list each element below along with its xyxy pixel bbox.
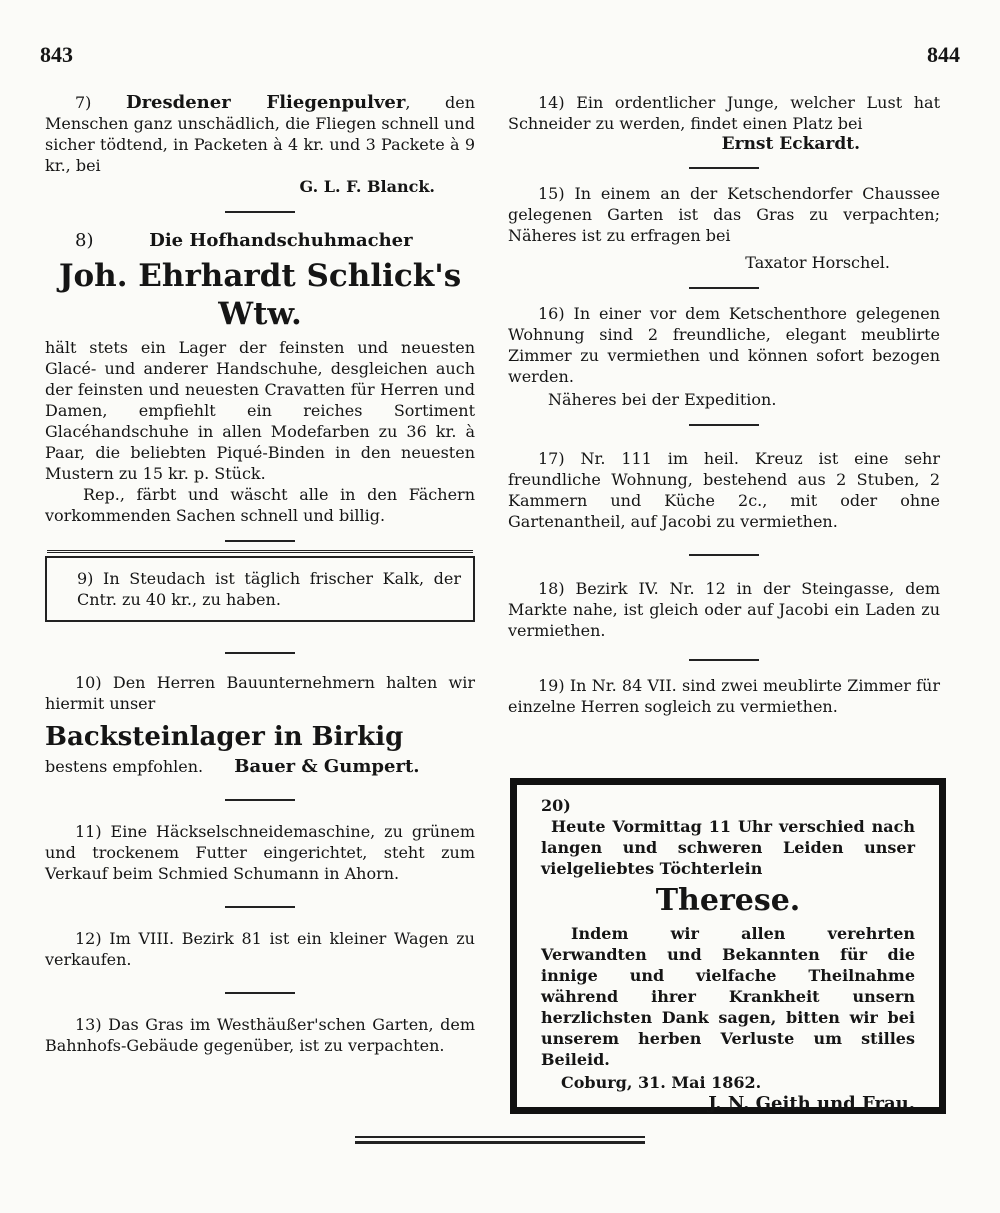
ad-11 [45, 821, 475, 884]
ad-15 [508, 183, 940, 273]
ad-number: 10) [75, 673, 102, 692]
ad-number: 17) [538, 449, 565, 468]
separator [689, 554, 759, 556]
ad-heading: Die Hofhandschuhmacher [149, 230, 413, 251]
ad-number: 19) [538, 676, 565, 695]
signature: Bauer & Gumpert. [234, 756, 420, 777]
separator [689, 424, 759, 426]
ad-text: Ein ordentlicher Junge, welcher Lust hat Schneider zu werden, findet einen Platz bei [508, 93, 940, 133]
separator [225, 540, 295, 542]
separator [689, 167, 759, 169]
left-column [45, 92, 475, 1056]
separator [689, 287, 759, 289]
page-number-right: 844 [927, 42, 960, 67]
ad-text-2: Rep., färbt und wäscht alle in den Fächern vorkommenden Sachen schnell und billig. [45, 485, 475, 525]
ad-number: 14) [538, 93, 565, 112]
separator [689, 659, 759, 661]
ad-text: Bezirk IV. Nr. 12 in der Steingasse, dem Markte nahe, ist gleich oder auf Jacobi ein Laden zu vermiethen. [508, 579, 940, 640]
bottom-rule-bottom [355, 1141, 645, 1144]
ad-text: Nr. 111 im heil. Kreuz ist eine sehr freundliche Wohnung, bestehend aus 2 Stuben, 2 Kammern und Küche 2c., mit oder ohne Gartenantheil, auf Jacobi zu vermiethen. [508, 449, 940, 531]
ad-number: 11) [75, 822, 102, 841]
right-column [508, 92, 940, 717]
ad-text: In einem an der Ketschendorfer Chaussee gelegenen Garten ist das Gras zu verpachten; Näheres ist zu erfragen bei [508, 184, 940, 245]
ornamental-border [47, 550, 473, 565]
ad-text: In einer vor dem Ketschenthore gelegenen Wohnung sind 2 freundliche, elegant meublirte Zimmer zu vermiethen und können sofort bezogen werden. [508, 304, 940, 386]
ad-note: Näheres bei der Expedition. [548, 390, 777, 409]
ad-13 [45, 1014, 475, 1056]
ad-number: 15) [538, 184, 565, 203]
firm-name: Joh. Ehrhardt Schlick's Wtw. [58, 258, 462, 332]
signature: Taxator Horschel. [745, 253, 890, 272]
signature: Ernst Eckardt. [721, 134, 860, 154]
ad-number: 16) [538, 304, 565, 323]
ad-10 [45, 672, 475, 777]
place-date: Coburg, 31. Mai 1862. [561, 1073, 762, 1092]
ad-18 [508, 578, 940, 641]
ad-12 [45, 928, 475, 970]
ad-number: 20) [541, 796, 571, 815]
separator [225, 992, 295, 994]
ad-7 [45, 92, 475, 197]
separator [225, 799, 295, 801]
signature: J. N. Geith und Frau. [708, 1093, 915, 1114]
ad-text: Im VIII. Bezirk 81 ist ein kleiner Wagen zu verkaufen. [45, 929, 475, 969]
seller-name: G. L. F. Blanck. [299, 177, 435, 196]
ad-9 [45, 556, 475, 622]
bottom-rule-top [355, 1136, 645, 1138]
product-name: Dresdener Fliegenpulver [125, 92, 406, 113]
obituary-text: Heute Vormittag 11 Uhr verschied nach langen und schweren Leiden unser vielgeliebtes Töchterlein [541, 817, 915, 878]
ad-text: , den Menschen ganz unschädlich, die Fliegen schnell und sicher tödtend, in Packeten à 4 kr. und 3 Packete à 9 kr., bei [45, 93, 476, 175]
deceased-name: Therese. [655, 883, 801, 918]
headline: Backsteinlager in Birkig [45, 722, 404, 752]
ad-text: Das Gras im Westhäußer'schen Garten, dem Bahnhofs-Gebäude gegenüber, ist zu verpachten. [45, 1015, 475, 1055]
ad-text: hält stets ein Lager der feinsten und neuesten Glacé- und anderer Handschuhe, desgleichen auch der feinsten und neuesten Cravatten für Herren und Damen, empfiehlt ein reiches Sortiment Glacéhandschuhe in allen Modefarben zu 36 kr. à Paar, die beliebten Piqué-Binden in den neuesten Mustern zu 15 kr. p. Stück. [45, 338, 475, 483]
ad-number: 7) [75, 93, 92, 112]
ad-19 [508, 675, 940, 717]
ad-14 [508, 92, 940, 155]
ad-16 [508, 303, 940, 410]
ad-number: 18) [538, 579, 565, 598]
ad-text: In Nr. 84 VII. sind zwei meublirte Zimmer für einzelne Herren sogleich zu vermiethen. [508, 676, 940, 716]
ad-number: 12) [75, 929, 102, 948]
obituary-box [510, 778, 946, 1114]
separator [225, 906, 295, 908]
separator [225, 652, 295, 654]
ad-8 [45, 229, 475, 526]
separator [225, 211, 295, 213]
page-number-left: 843 [40, 42, 73, 67]
ad-text: Den Herren Bauunternehmern halten wir hiermit unser [45, 673, 475, 713]
obituary-text-2: Indem wir allen verehrten Verwandten und Bekannten für die innige und vielfache Theilnahme während ihrer Krankheit unsern herzlichsten Dank sagen, bitten wir bei unserem herben Verluste um stilles Beileid. [541, 924, 915, 1069]
ad-17 [508, 448, 940, 532]
ad-number: 8) [75, 230, 94, 251]
ad-number: 13) [75, 1015, 102, 1034]
ad-text-2: bestens empfohlen. [45, 757, 204, 776]
ad-text: Eine Häckselschneidemaschine, zu grünem und trockenem Futter eingerichtet, steht zum Verkauf beim Schmied Schumann in Ahorn. [45, 822, 475, 883]
ad-text: In Steudach ist täglich frischer Kalk, der Cntr. zu 40 kr., zu haben. [77, 569, 461, 609]
ad-number: 9) [77, 569, 94, 588]
